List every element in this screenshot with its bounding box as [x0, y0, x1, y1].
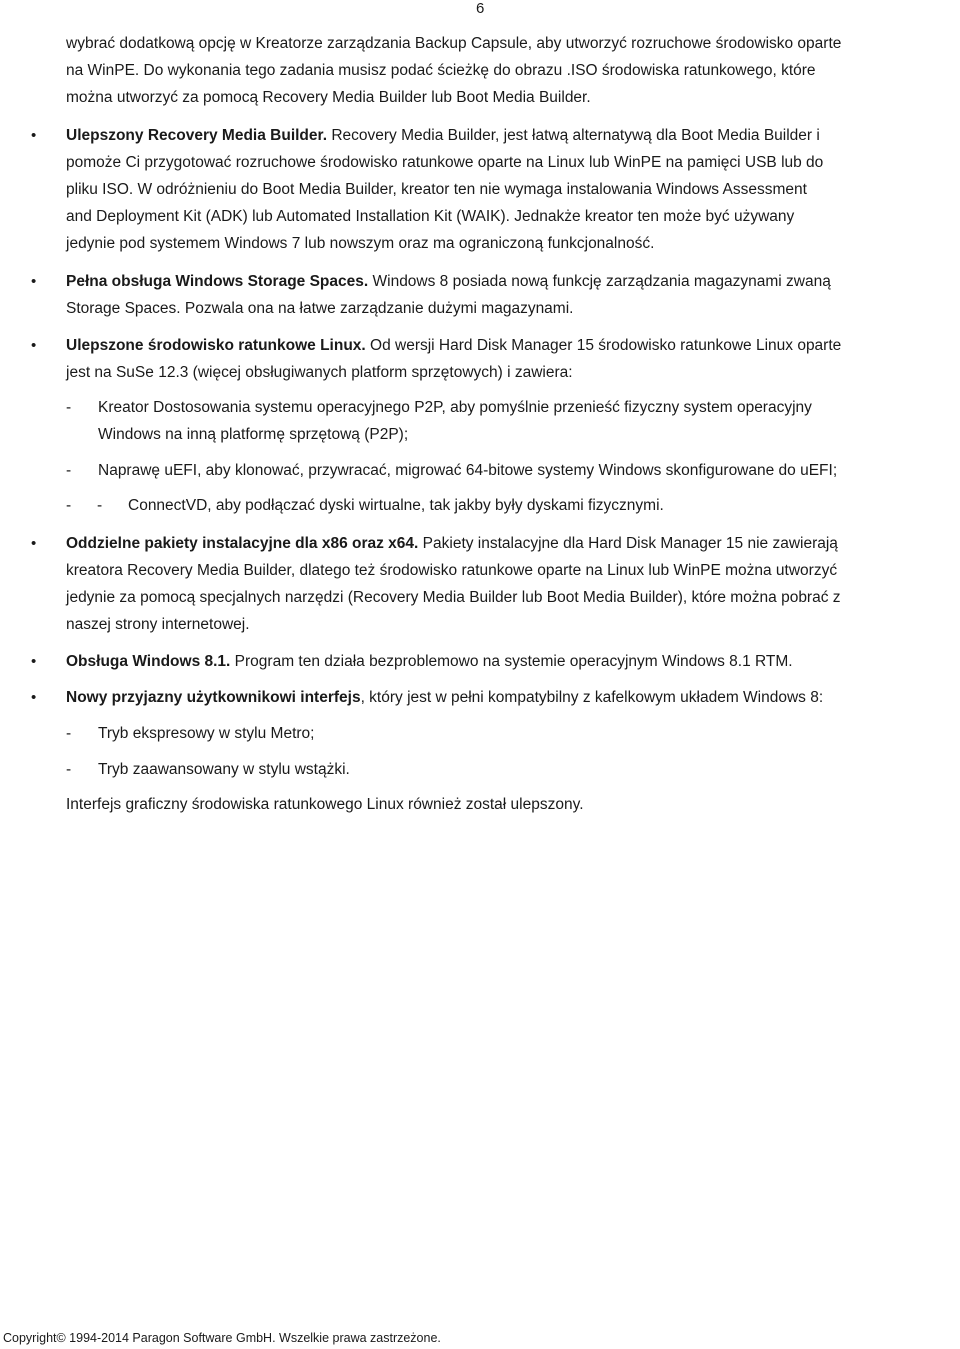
bullet-windows-81 — [31, 648, 956, 675]
dash-marker: - — [66, 462, 72, 479]
bullet-first-line — [66, 268, 956, 295]
bullet-line: jest na SuSe 12.3 (więcej obsługiwanych platform sprzętowych) i zawiera: — [66, 364, 573, 381]
bullet-title: Ulepszone środowisko ratunkowe Linux. — [66, 337, 366, 354]
ui-item-ribbon — [66, 756, 946, 783]
bullet-line: pliku ISO. W odróżnieniu do Boot Media Builder, kreator ten nie wymaga instalowania Windows Assessment — [66, 181, 807, 198]
dash-marker: - — [66, 399, 72, 416]
dash-marker: - — [97, 497, 103, 514]
bullet-new-interface — [31, 684, 956, 711]
bullet-text: Od wersji Hard Disk Manager 15 środowisko ratunkowe Linux oparte — [365, 337, 842, 354]
sub-item-line: Windows na inną platformę sprzętową (P2P); — [98, 426, 409, 443]
copyright-footer: Copyright© 1994-2014 Paragon Software GmbH. Wszelkie prawa zastrzeżone. — [3, 1331, 441, 1345]
bullet-icon: • — [31, 337, 37, 354]
dash-marker: - — [66, 497, 72, 514]
sub-item-p2p — [66, 394, 946, 448]
intro-line: na WinPE. Do wykonania tego zadania musisz podać ścieżkę do obrazu .ISO środowiska ratunkowego, które — [66, 62, 816, 79]
sub-item-line: ConnectVD, aby podłączać dyski wirtualne, tak jakby były dyskami fizycznymi. — [128, 497, 664, 514]
bullet-line: kreatora Recovery Media Builder, dlatego też środowisko ratunkowe oparte na Linux lub WinPE można utworzyć — [66, 562, 838, 579]
ui-item-text: Tryb zaawansowany w stylu wstążki. — [98, 761, 350, 778]
bullet-linux-environment — [31, 332, 956, 386]
bullet-text: , który jest w pełni kompatybilny z kafelkowym układem Windows 8: — [360, 689, 824, 706]
bullet-line: jedynie za pomocą specjalnych narzędzi (Recovery Media Builder lub Boot Media Builder), które można pobrać z — [66, 589, 841, 606]
bullet-title: Ulepszony Recovery Media Builder. — [66, 127, 328, 144]
intro-line: można utworzyć za pomocą Recovery Media Builder lub Boot Media Builder. — [66, 89, 591, 106]
bullet-icon: • — [31, 653, 37, 670]
bullet-separate-packages — [31, 530, 956, 638]
dash-marker: - — [66, 761, 72, 778]
bullet-first-line — [66, 332, 956, 359]
sub-item-uefi — [66, 457, 946, 484]
bullet-title: Pełna obsługa Windows Storage Spaces. — [66, 273, 369, 290]
bullet-title: Oddzielne pakiety instalacyjne dla x86 oraz x64. — [66, 535, 419, 552]
bullet-storage-spaces — [31, 268, 956, 322]
bullet-line: Storage Spaces. Pozwala ona na łatwe zarządzanie dużymi magazynami. — [66, 300, 574, 317]
bullet-icon: • — [31, 127, 37, 144]
sub-item-line: Kreator Dostosowania systemu operacyjnego P2P, aby pomyślnie przenieść fizyczny system operacyjny — [98, 399, 812, 416]
closing-paragraph: Interfejs graficzny środowiska ratunkowego Linux również został ulepszony. — [66, 796, 584, 813]
bullet-first-line — [66, 684, 956, 711]
bullet-first-line — [66, 122, 956, 149]
sub-item-line: Naprawę uEFI, aby klonować, przywracać, migrować 64-bitowe systemy Windows skonfigurowane do uEFI; — [98, 462, 838, 479]
bullet-first-line — [66, 648, 956, 675]
ui-item-text: Tryb ekspresowy w stylu Metro; — [98, 725, 315, 742]
bullet-line: and Deployment Kit (ADK) lub Automated Installation Kit (WAIK). Jednakże kreator ten może być używany — [66, 208, 795, 225]
bullet-icon: • — [31, 273, 37, 290]
bullet-text: Recovery Media Builder, jest łatwą alternatywą dla Boot Media Builder i — [327, 127, 820, 144]
intro-line: wybrać dodatkową opcję w Kreatorze zarządzania Backup Capsule, aby utworzyć rozruchowe środowisko oparte — [66, 35, 842, 52]
bullet-line: pomoże Ci przygotować rozruchowe środowisko ratunkowe oparte na Linux lub WinPE na pamięci USB lub do — [66, 154, 824, 171]
intro-paragraph — [66, 30, 956, 111]
bullet-title: Obsługa Windows 8.1. — [66, 653, 231, 670]
ui-item-metro — [66, 720, 946, 747]
dash-marker: - — [66, 725, 72, 742]
bullet-icon: • — [31, 689, 37, 706]
bullet-icon: • — [31, 535, 37, 552]
bullet-recovery-media-builder — [31, 122, 956, 257]
bullet-line: naszej strony internetowej. — [66, 616, 250, 633]
bullet-text: Program ten działa bezproblemowo na systemie operacyjnym Windows 8.1 RTM. — [230, 653, 793, 670]
page-number: 6 — [476, 0, 485, 17]
bullet-text: Pakiety instalacyjne dla Hard Disk Manager 15 nie zawierają — [418, 535, 838, 552]
sub-item-connectvd — [66, 492, 946, 519]
bullet-line: jedynie pod systemem Windows 7 lub nowszym oraz ma ograniczoną funkcjonalność. — [66, 235, 655, 252]
bullet-title: Nowy przyjazny użytkownikowi interfejs — [66, 689, 361, 706]
bullet-first-line — [66, 530, 956, 557]
bullet-text: Windows 8 posiada nową funkcję zarządzania magazynami zwaną — [368, 273, 831, 290]
